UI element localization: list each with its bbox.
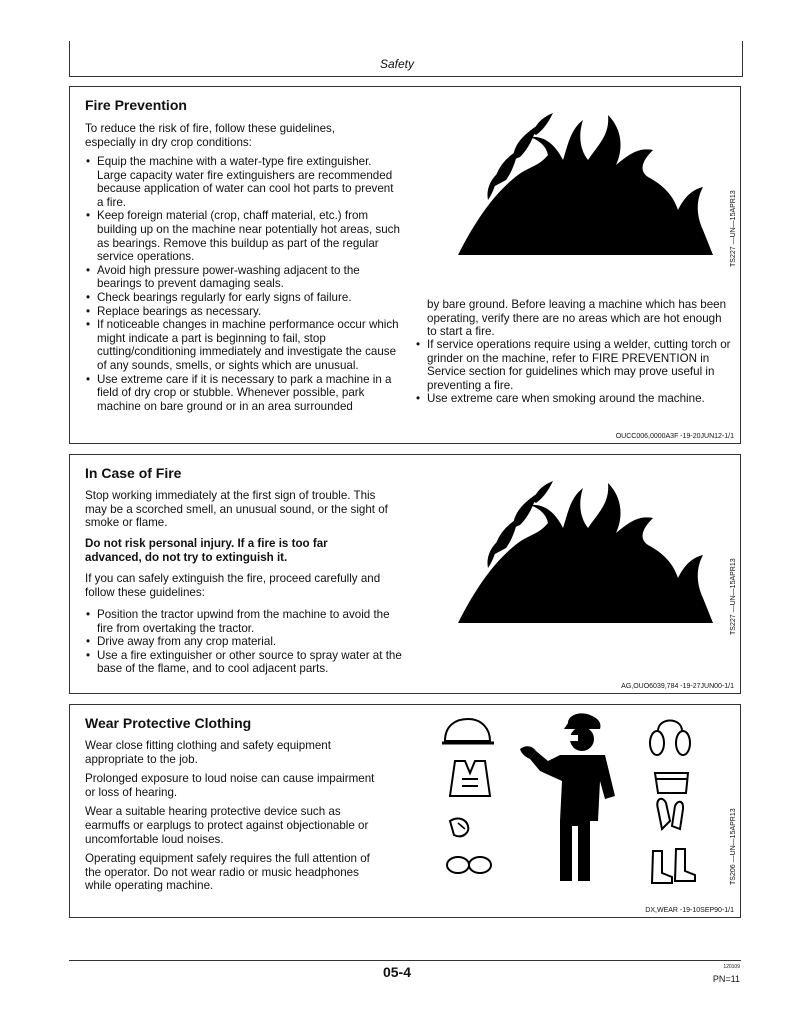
in-case-lead: If you can safely extinguish the fire, proceed carefully and follow these guidelines: [85,572,381,599]
fire-prevention-intro: To reduce the risk of fire, follow these guidelines, especially in dry crop conditions: [85,122,336,149]
fire-illustration [458,473,713,623]
list-item: • Equip the machine with a water-type fire extinguisher. Large capacity water fire extinguishers are recommended because application of water can cool hot parts to prevent a fire. [85,155,400,209]
vest-icon [450,761,490,796]
list-item: • If noticeable changes in machine performance occur which might indicate a part is beginning to fail, stop cutting/conditioning immediately and investigate the cause of any sounds, smells, or sights which are unusual. [85,318,400,372]
reference-code: AG,OUO6039,784 -19-27JUN00-1/1 [621,683,734,690]
list-item: • Position the tractor upwind from the machine to avoid the fire from overtaking the tractor. [85,608,405,635]
in-case-of-fire-section [69,454,741,694]
figure-code: TS206 —UN—15APR13 [730,808,737,885]
gloves-icon [657,799,683,829]
section-title: In Case of Fire [85,465,182,481]
reference-code: OUCC006,0000A3F -19-20JUN12-1/1 [615,433,734,440]
footer-pn: PN=11 [712,974,740,984]
fire-prevention-list-left [85,155,400,413]
list-item: • Use extreme care when smoking around the machine. [415,392,735,406]
fire-illustration [458,105,713,255]
page-header-title: Safety [379,57,415,71]
list-item: • Check bearings regularly for early signs of failure. [85,291,400,305]
figure-code: TS227 —UN—15APR13 [730,190,737,267]
protective-equipment-illustration [440,711,720,901]
page-number: 05-4 [382,964,412,980]
paragraph: Wear a suitable hearing protective device such as earmuffs or earplugs to protect against objectionable or uncomfortable loud noises. [85,805,369,846]
hard-hat-icon [442,719,494,743]
face-shield-icon [655,773,688,793]
paragraph: Wear close fitting clothing and safety equipment appropriate to the job. [85,739,331,766]
earmuffs-icon [650,721,690,756]
list-item: • Use a fire extinguisher or other source to spray water at the base of the flame, and to cool adjacent parts. [85,649,405,676]
footer-rule [69,960,741,961]
fire-prevention-list-right [415,338,735,406]
list-item: • Use extreme care if it is necessary to park a machine in a field of dry crop or stubble. Whenever possible, park machine on bare ground or in an area surrounded [85,373,400,414]
figure-code: TS227 —UN—15APR13 [730,558,737,635]
goggles-icon [447,857,491,873]
in-case-list [85,608,405,676]
in-case-warning: Do not risk personal injury. If a fire is too far advanced, do not try to extinguish it. [85,537,328,564]
protective-clothing-section [69,704,741,918]
in-case-intro: Stop working immediately at the first sign of trouble. This may be a scorched smell, an unusual sound, or the sight of smoke or flame. [85,489,388,530]
list-item: • If service operations require using a welder, cutting torch or grinder on the machine, refer to FIRE PREVENTION in Service section for guidelines which may prove useful in preventing a fire. [415,338,735,392]
paragraph: Prolonged exposure to loud noise can cause impairment or loss of hearing. [85,772,375,799]
list-item: • Keep foreign material (crop, chaff material, etc.) from building up on the machine near potentially hot areas, such as bearings. Remove this buildup as part of the regular service operations. [85,209,400,263]
list-item: • Avoid high pressure power-washing adjacent to the bearings to prevent damaging seals. [85,264,400,291]
protective-text [85,739,385,899]
list-item: • Drive away from any crop material. [85,635,405,649]
earplug-icon [450,819,468,837]
paragraph: Operating equipment safely requires the full attention of the operator. Do not wear radio or music headphones while operating machine. [85,852,370,893]
section-title: Fire Prevention [85,97,187,113]
section-title: Wear Protective Clothing [85,715,252,731]
footer-date-code: 120109 [723,964,740,970]
worker-icon [520,713,615,881]
list-item: • Replace bearings as necessary. [85,305,400,319]
fire-prevention-continuation: by bare ground. Before leaving a machine which has been operating, verify there are no areas which are hot enough to start a fire. [427,298,727,339]
reference-code: DX,WEAR -19-10SEP90-1/1 [645,907,734,914]
boots-icon [652,849,695,883]
fire-prevention-section [69,86,741,444]
